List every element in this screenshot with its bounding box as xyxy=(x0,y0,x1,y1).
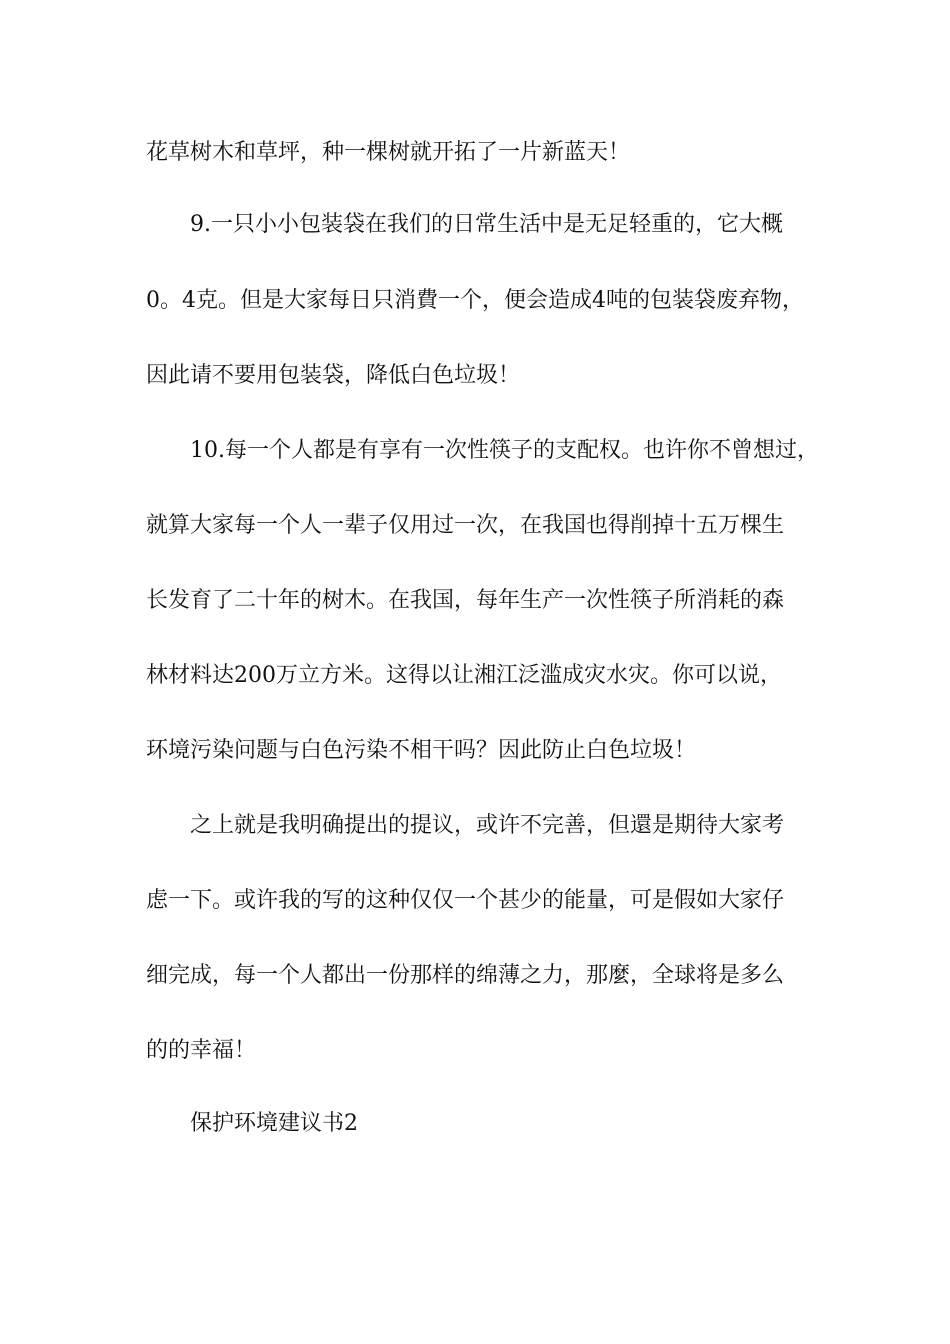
paragraph-line: 林材料达200万立方米。这得以让湘江泛滥成灾水灾。你可以说， xyxy=(146,663,782,688)
paragraph-line: 虑一下。或许我的写的这种仅仅一个甚少的能量，可是假如大家仔 xyxy=(146,888,785,913)
section-heading: 保护环境建议书2 xyxy=(190,1111,358,1136)
paragraph-line: 的的幸福！ xyxy=(146,1038,257,1063)
paragraph-line: 就算大家每一个人一辈子仅用过一次，在我国也得削掉十五万棵生 xyxy=(146,513,785,538)
paragraph-line: 0。4克。但是大家每日只消費一个，便会造成4吨的包装袋废弃物， xyxy=(146,288,804,313)
paragraph-line: 长发育了二十年的树木。在我国，每年生产一次性筷子所消耗的森 xyxy=(146,588,785,613)
item-10-line: 10.每一个人都是有享有一次性筷子的支配权。也许你不曾想过， xyxy=(190,438,819,463)
paragraph-line: 因此请不要用包装袋，降低白色垃圾！ xyxy=(146,363,521,388)
paragraph-line: 细完成，每一个人都出一份那样的绵薄之力，那麼，全球将是多么 xyxy=(146,963,785,988)
conclusion-line: 之上就是我明确提出的提议，或许不完善，但還是期待大家考 xyxy=(190,813,785,838)
paragraph-line: 环境污染问题与白色污染不相干吗？因此防止白色垃圾！ xyxy=(146,738,697,763)
item-9-line: 9.一只小小包装袋在我们的日常生活中是无足轻重的，它大概 xyxy=(190,212,783,237)
paragraph-line: 花草树木和草坪，种一棵树就开拓了一片新蓝天！ xyxy=(146,140,631,165)
